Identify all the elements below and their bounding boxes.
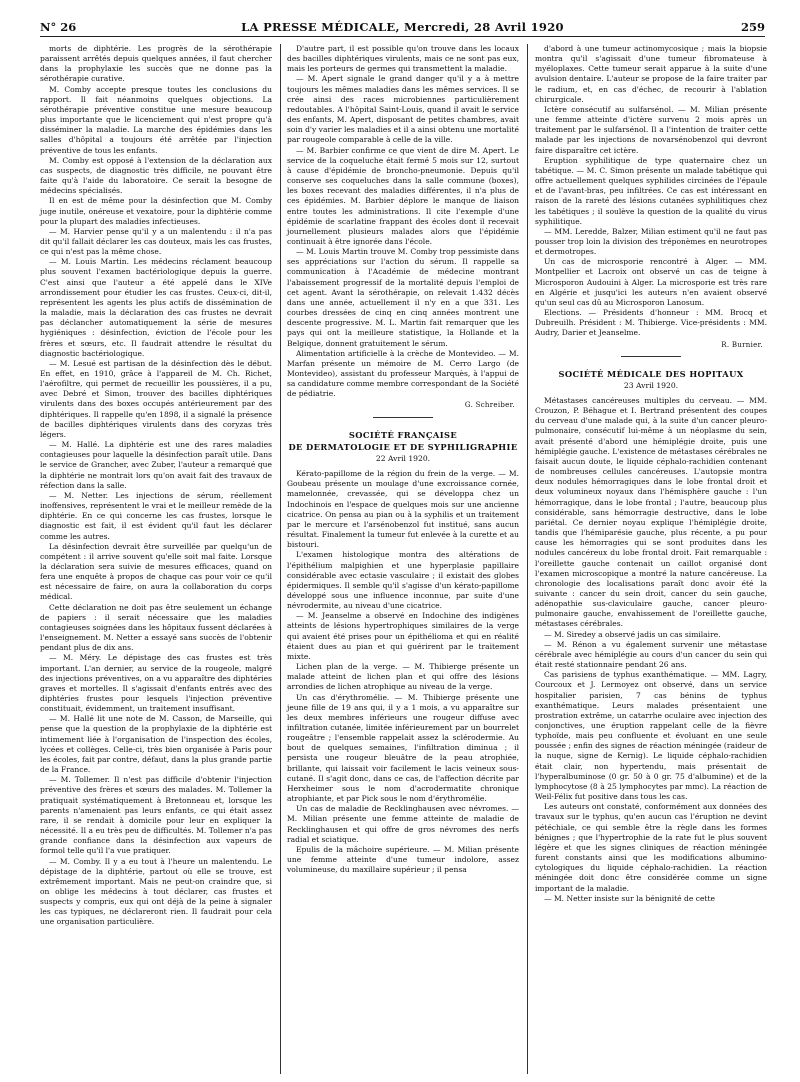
- paragraph: Métastases cancéreuses multiples du cerveau. — MM. Crouzon, P. Béhague et I. Bertrand présentent des coupes du cerveau d'une malade qui, à la suite d'un cancer pleuro-pulmonaire, consécutif lui-même à un néoplasme du sein, avait présenté d'abord une hémiplégie droite, puis une hémiplégie gauche. L'existence de métastases cérébrales ne faisait aucun doute, le liquide céphalo-rachidien contenant de nombreuses cellules cancéreuses. L'autopsie montra deux nodules hémorragiques dans le lobe frontal droit et deux volumineux noyaux dans l'hémisphère gauche : l'un hémorragique, dans le lobe frontal ; l'autre, beaucoup plus considérable, sans hémorragie destructive, dans le lobe pariétal. Ce dernier noyau explique l'hémiplégie droite, tandis que l'hémiparésie gauche, plus récente, a pu pour cause les hémorragies qui se sont produites dans les nodules cancéreux du lobe frontal droit. Fait remarquable : l'oreillette gauche contenait un caillot organisé dont l'examen microscopique a montré la nature cancéreuse. La chronologie des localisations paraît donc avoir été la suivante : cancer du sein droit, cancer du sein gauche, adénopathie sus-claviculaire gauche, cancer pleuro-pulmonaire gauche, envahissement de l'oreillette gauche, métastases cérébrales.: [535, 396, 767, 629]
- paragraph: Cas parisiens de typhus exanthématique. — MM. Lagry, Courcoux et J. Lermoyez ont observé, dans un service hospitalier parisien, 7 cas bénins de typhus exanthématique. Leurs malades présentaient une prostration extrême, un catarrhe oculaire avec injection des conjonctives, une éruption rappelant celle de la fièvre typhoïde, mais peu confluente et évoluant en une seule poussée ; enfin des signes de réaction méningée (raideur de la nuque, signe de Kernig). Le liquide céphalo-rachidien était clair, non hypertendu, mais présentait de l'hyperalbuminose (0 gr. 50 à 0 gr. 75 d'albumine) et de la lymphocytose (8 à 25 lymphocytes par mmc). La réaction de Weil-Félix fut positive dans tous les cas.: [535, 670, 767, 802]
- page-number: 259: [740, 20, 765, 34]
- paragraph: Elections. — Présidents d'honneur : MM. Brocq et Dubreuilh. Président : M. Thibierge. Vice-présidents : MM. Audry, Darier et Jeanselme.: [535, 308, 767, 338]
- column-1: [40, 44, 272, 928]
- paragraph: d'abord à une tumeur actinomycosique ; mais la biopsie montra qu'il s'agissait d'une tumeur fibromateuse à myéloplaxes. Cette tumeur serait apparue à la suite d'une avulsion dentaire. L'auteur se propose de la faire traiter par le radium, et, en cas d'échec, de recourir à l'ablation chirurgicale.: [535, 44, 767, 104]
- paragraph: — M. Harvier pense qu'il y a un malentendu : il n'a pas dit qu'il fallait déclarer les cas douteux, mais les cas frustes, ce qui n'est pas la même chose.: [40, 226, 272, 257]
- paragraph: Lichen plan de la verge. — M. Thibierge présente un malade atteint de lichen plan et qui offre des lésions arrondies de lichen atrophique au niveau de la verge.: [287, 662, 519, 692]
- issue-number: N° 26: [40, 20, 77, 34]
- paragraph: morts de diphtérie. Les progrès de la sérothérapie paraissent arrêtés depuis quelques années, il faut chercher dans la prophylaxie les succès que ne donne pas la sérothérapie curative.: [40, 44, 272, 84]
- paragraph: Ictère consécutif au sulfarsénol. — M. Milian présente une femme atteinte d'ictère survenu 2 mois après un traitement par le sulfarsénol. Il a l'intention de traiter cette malade par les injections de novarsénobenzol qui devront faire disparaître cet ictère.: [535, 104, 767, 155]
- paragraph: — M. Louis Martin trouve M. Comby trop pessimiste dans ses appréciations sur l'action du sérum. Il rappelle sa communication à l'Académie de médecine montrant l'abaissement progressif de la mortalité depuis l'emploi de cet agent. Avant la sérothérapie, on relevait 1.432 décès dans une année, actuellement il n'y en a que 331. Les courbes dressées de cinq en cinq années montrent une descente progressive. M. L. Martin fait remarquer que les pays qui ont la meilleure statistique, la Hollande et la Belgique, donnent gratuitement le sérum.: [287, 247, 519, 348]
- paragraph: — M. Rénon a vu également survenir une métastase cérébrale avec hémiplégie au cours d'un cancer du sein qui était resté stationnaire pendant 26 ans.: [535, 639, 767, 670]
- signature: G. Schreiber.: [464, 401, 515, 410]
- paragraph: — M. Comby. Il y a eu tout à l'heure un malentendu. Le dépistage de la diphtérie, partout où elle se trouve, est extrêmement important. Mais ne peut-on craindre que, si on oblige les médecins à tout déclarer, cas frustes et suspects y compris, eux qui ont déjà de la peine à signaler les cas typiques, ne déclareront rien. Il faudrait pour cela une organisation particulière.: [40, 856, 272, 927]
- paragraph: — M. Lesué est partisan de la désinfection dès le début. En effet, en 1910, grâce à l'appareil de M. Ch. Richet, l'aérofiltre, qui permet de recueillir les poussières, il a pu, avec Debré et Simon, trouver des bacilles diphtériques virulents dans des boxes occupés antérieurement par des diphtériques. Il rappelle qu'en 1898, il a signalé la présence de bacilles diphtériques virulents dans des coryzas très légers.: [40, 358, 272, 439]
- paragraph: Eruption syphilitique de type quaternaire chez un tabétique. — M. C. Simon présente un malade tabétique qui offre actuellement quelques syphilides circinées de l'épaule et de l'avant-bras, peu infiltrées. Ce cas est intéressant en raison de la rareté des lésions cutanées syphilitiques chez les tabétiques ; il soulève la question de la qualité du virus syphilitique.: [535, 155, 767, 226]
- paragraph: Un cas de microsporie rencontré à Alger. — MM. Montpellier et Lacroix ont observé un cas de teigne à Microsporon Audouini à Alger. La microsporie est très rare en Algérie et jusqu'ici les auteurs n'en avaient observé qu'un seul cas dû au Microsporon Lanosum.: [535, 257, 767, 307]
- paragraph: — M. Barbier confirme ce que vient de dire M. Apert. Le service de la coqueluche était fermé 5 mois sur 12, surtout à cause d'épidémie de broncho-pneumonie. Depuis qu'il conserve ses coqueluches dans la salle commune (boxes), les boxes recevant des maladies différentes, il n'a plus de ces épidémies. M. Barbier déplore le manque de liaison entre toutes les administrations. Il cite l'exemple d'une épidémie de scarlatine frappant des écoles dont il recevait journellement plusieurs malades alors que l'épidémie continuait à être ignorée dans l'école.: [287, 145, 519, 246]
- paragraph: — M. Netter. Les injections de sérum, réellement inoffensives, représentent le vrai et le meilleur remède de la diphtérie. En ce qui concerne les cas frustes, lorsque le diagnostic est fait, il est évident qu'il faut les déclarer comme les autres.: [40, 490, 273, 541]
- paragraph: — M. Louis Martin. Les médecins réclament beaucoup plus souvent l'examen bactériologique depuis la guerre. C'est ainsi que l'auteur a été appelé dans le XIVe arrondissement pour étudier les cas frustes. Ceux-ci, dit-il, représentent les agents les plus actifs de dissémination de la maladie, mais la déclaration des cas frustes ne devrait pas déclancher automatiquement la série de mesures hygiéniques : désinfection, éviction de l'école pour les frères et sœurs, etc. Il faudrait attendre le résultat du diagnostic bactériologique.: [40, 257, 272, 358]
- section-title: SOCIÉTÉ FRANÇAISE: [348, 429, 458, 440]
- column-rule-1: [280, 44, 281, 1074]
- paragraph: Les auteurs ont constaté, conformément aux données des travaux sur le typhus, qu'en aucun cas l'éruption ne devint pétéchiale, ce qui semble être la règle dans les formes bénignes ; que l'hypertrophie de la rate fut le plus souvent légère et que les signes cliniques de réaction méningée furent constants ainsi que les modifications albumino-cytologiques du liquide céphalo-rachidien. La réaction méningée doit donc être considérée comme un signe important de la maladie.: [535, 802, 767, 893]
- section-divider: [621, 356, 681, 357]
- section-date: 23 Avril 1920.: [623, 380, 679, 390]
- paragraph: — M. Hallé lit une note de M. Casson, de Marseille, qui pense que la question de la prophylaxie de la diphtérie est intimement liée à l'organisation de l'inspection des écoles, lycées et collèges. Celle-ci, très bien organisée à Paris pour les écoles, fait par contre, défaut, dans la plus grande partie de la France.: [40, 714, 272, 775]
- journal-title: LA PRESSE MÉDICALE, Mercredi, 28 Avril 1920: [241, 20, 564, 34]
- paragraph: — M. Netter insiste sur la bénignité de cette: [544, 893, 715, 903]
- section-divider: [373, 417, 433, 418]
- paragraph: — M. Siredey a observé jadis un cas similaire.: [544, 629, 721, 639]
- column-2: [287, 44, 519, 875]
- paragraph: La désinfection devrait être surveillée par quelqu'un de compétent : il arrive souvent qu'elle soit mal faite. Lorsque la déclaration sera suivie de mesures efficaces, quand on fera une enquête à propos de chaque cas pour voir ce qu'il est nécessaire de faire, on aura la collaboration du corps médical.: [40, 541, 272, 602]
- paragraph: D'autre part, il est possible qu'on trouve dans les locaux des bacilles diphtériques virulents, mais ce ne sont pas eux, mais les porteurs de germes qui transmettent la maladie.: [287, 44, 519, 74]
- paragraph: Un cas de maladie de Recklinghausen avec névromes. — M. Milian présente une femme atteinte de maladie de Recklinghausen et qui offre de gros névromes des nerfs radial et sciatique.: [287, 804, 519, 844]
- running-header: [40, 20, 765, 37]
- paragraph: — M. Méry. Le dépistage des cas frustes est très important. L'an dernier, au service de la rougeole, malgré des injections préventives, on a vu apparaître des diphtéries graves et mortelles. Il s'agissait d'enfants entrés avec des diphtéries frustes pour lesquels l'injection préventive constituait, évidemment, un traitement insuffisant.: [40, 653, 272, 714]
- paragraph: — M. Tollemer. Il n'est pas difficile d'obtenir l'injection préventive des frères et sœurs des malades. M. Tollemer la pratiquait systématiquement à Bretonneau et, lorsque les parents n'amenaient pas leurs enfants, ce qui était assez rare, il se rendait à domicile pour leur en expliquer la nécessité. Il a eu très peu de difficultés. M. Tollemer n'a pas grande confiance dans la désinfection aux vapeurs de formol telle qu'il l'a vue pratiquer.: [40, 775, 272, 856]
- paragraph: — M. Hallé. La diphtérie est une des rares maladies contagieuses pour laquelle la désinfection paraît utile. Dans le service de Grancher, avec Zuber, l'auteur a remarqué que la diphtérie ne montrait lors qu'on avait fait des travaux de réfection dans la salle.: [40, 440, 272, 490]
- column-3: [535, 44, 767, 904]
- column-rule-2: [527, 44, 528, 1074]
- section-subtitle: DE DERMATOLOGIE ET DE SYPHILIGRAPHIE: [288, 441, 518, 452]
- paragraph: L'examen histologique montra des altérations de l'épithélium malpighien et une hyperplasie papillaire considérable avec ectasie vasculaire ; il existait des globes épidermiques. Il semble qu'il s'agisse d'un kérato-papillome développé sous une influence inconnue, par suite d'une névrodermite, au niveau d'une cicatrice.: [287, 550, 519, 611]
- section-title: SOCIÉTÉ MÉDICALE DES HOPITAUX: [558, 368, 744, 379]
- paragraph: Un cas d'érythromélie. — M. Thibierge présente une jeune fille de 19 ans qui, il y a 1 mois, a vu apparaître sur les deux membres inférieurs une rougeur diffuse avec infiltration cutanée, limitée inférieurement par un bourrelet rougeâtre ; l'ensemble rappelait assez la sclérodermie. Au bout de quelques semaines, l'infiltration diminua ; il persista une rougeur bleuâtre de la peau atrophiée, brillante, qui laissait voir facilement le lacis veineux sous-cutané. Il s'agit donc, dans ce cas, de l'affection décrite par Herxheimer sous le nom d'acrodermatite chronique atrophiante, et par Pick sous le nom d'érythromélie.: [287, 692, 519, 804]
- paragraph: M. Comby est opposé à l'extension de la déclaration aux cas suspects, de diagnostic très difficile, ne pouvant être faite qu'à l'aide du laboratoire. Ce serait la besogne de médecins spécialisés.: [40, 155, 272, 196]
- paragraph: Kérato-papillome de la région du frein de la verge. — M. Goubeau présente un moulage d'une excroissance cornée, mamelonnée, crevassée, qui se développa chez un Indochinois en l'espace de quelques mois sur une ancienne cicatrice. On pensa au pian ou à la syphilis et un traitement par le mercure et l'arsénobenzol fut institué, sans aucun résultat. Finalement la tumeur fut enlevée à la curette et au bistouri.: [287, 469, 519, 550]
- section-date: 22 Avril 1920.: [375, 453, 431, 463]
- signature: R. Burnier.: [721, 340, 763, 349]
- paragraph: M. Comby accepte presque toutes les conclusions du rapport. Il fait néanmoins quelques objections. La sérothérapie préventive constitue une mesure beaucoup plus importante que le licenciement qui n'est propre qu'à disséminer la maladie. La marche des épidémies dans les salles d'hôpital a toujours été arrêtée par l'injection préventive de tous les enfants.: [40, 84, 272, 155]
- paragraph: Epulis de la mâchoire supérieure. — M. Milian présente une femme atteinte d'une tumeur indolore, assez volumineuse, du maxillaire supérieur ; il pensa: [287, 844, 519, 875]
- paragraph: Alimentation artificielle à la crèche de Montevideo. — M. Marfan présente un mémoire de M. Cerro Largo (de Montevideo), assistant du professeur Marquès, à l'appui de sa candidature comme membre correspondant de la Société de pédiatrie.: [287, 348, 519, 399]
- paragraph: — M. Apert signale le grand danger qu'il y a à mettre toujours les mêmes maladies dans les mêmes services. Il se crée ainsi des races microbiennes particulièrement redoutables. A l'hôpital Saint-Louis, quand il avait le service des enfants, M. Apert, disposant de petites chambres, avait soin d'y varier les maladies et il a ainsi obtenu une mortalité par rougeole comparable à celle de la ville.: [287, 74, 519, 145]
- paragraph: — MM. Leredde, Balzer, Milian estiment qu'il ne faut pas pousser trop loin la division des tréponèmes en neurotropes et dermotropes.: [535, 226, 767, 257]
- paragraph: — M. Jeanselme a observé en Indochine des indigènes atteints de lésions hypertrophiques similaires de la verge qui avaient été prises pour un épithélioma et qui en réalité étaient dues au pian et qui guérirent par le traitement mixte.: [287, 611, 519, 661]
- paragraph: Il en est de même pour la désinfection que M. Comby juge inutile, onéreuse et vexatoire, pour la diphtérie comme pour la plupart des maladies infectieuses.: [40, 196, 272, 226]
- paragraph: Cette déclaration ne doit pas être seulement un échange de papiers : il serait nécessaire que les maladies contagieuses soignées dans les hôpitaux fussent déclarées à l'enseignement. M. Netter a essayé sans succès de l'obtenir pendant plus de dix ans.: [40, 602, 272, 653]
